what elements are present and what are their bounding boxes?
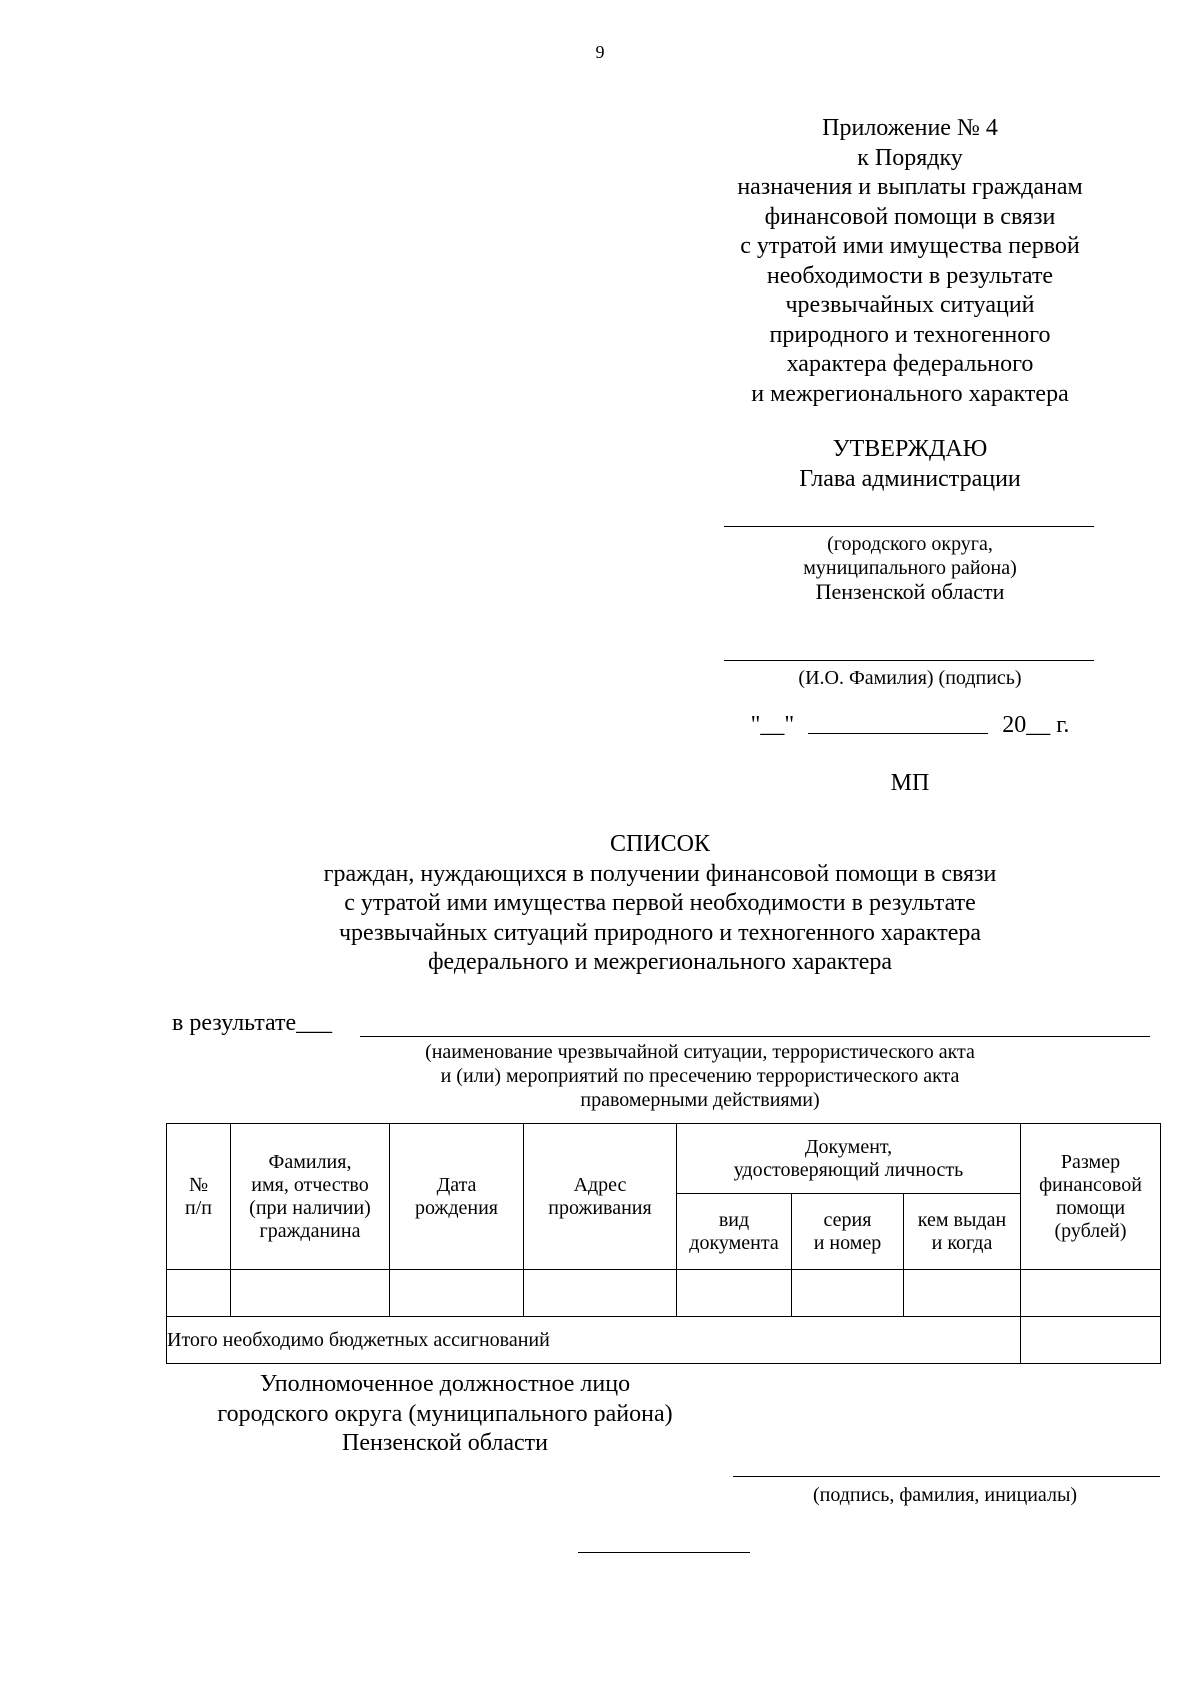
seal-place: МП [890,770,930,796]
list-title-line: с утратой ими имущества первой необходимости в результате [344,890,976,916]
appendix-line: с утратой ими имущества первой [740,233,1080,259]
list-title-line: федерального и межрегионального характера [427,949,893,975]
org-note-line: (городского округа, [827,533,993,555]
table-cell [792,1270,904,1317]
total-row [167,1317,1161,1364]
header-aid-amount: Размер финансовой помощи (рублей) [1021,1124,1161,1270]
header-full-name: Фамилия, имя, отчество (при наличии) гражданина [231,1124,390,1270]
table-cell [677,1270,792,1317]
header-identity-document: Документ, удостоверяющий личность [677,1124,1021,1194]
appendix-line: назначения и выплаты гражданам [737,174,1083,200]
official-line: Пензенской области [342,1430,548,1456]
result-line [360,1036,1150,1037]
table-cell [904,1270,1021,1317]
page-number: 9 [595,42,605,62]
date-year: 20__ г. [1002,712,1070,738]
result-label: в результате___ [172,1010,333,1036]
result-note-line: и (или) мероприятий по пресечению террористического акта [440,1065,960,1087]
official-line: Уполномоченное должностное лицо [259,1371,631,1397]
date-month-blank [808,733,988,734]
total-label: Итого необходимо бюджетных ассигнований [167,1317,1021,1364]
header-birth-date: Дата рождения [390,1124,524,1270]
appendix-line: природного и техногенного [769,321,1051,348]
list-title [160,830,1160,978]
table-cell [231,1270,390,1317]
appendix-line: Приложение № 4 [822,115,998,141]
end-separator-line [578,1552,750,1553]
citizens-table [166,1123,1161,1364]
head-signature-line [724,660,1094,661]
org-note-line: муниципального района) [803,557,1017,579]
appendix-line: к Порядку [857,144,963,171]
header-doc-type: вид документа [677,1194,792,1270]
total-amount-cell [1021,1317,1161,1364]
header-number: № п/п [167,1124,231,1270]
official-signature-line [733,1476,1160,1477]
table-cell [167,1270,231,1317]
table-row [167,1270,1161,1317]
approval-date [690,712,1130,739]
appendix-line: финансовой помощи в связи [764,203,1056,230]
list-heading: СПИСОК [609,831,711,857]
list-title-line: граждан, нуждающихся в получении финансовой помощи в связи [323,860,997,887]
date-day: "__" [750,712,795,738]
appendix-line: характера федерального [786,351,1034,377]
appendix-header [690,114,1130,409]
org-note [690,532,1130,604]
signature-caption: (подпись, фамилия, инициалы) [812,1484,1078,1506]
approval-title: УТВЕРЖДАЮ [832,436,988,462]
table-cell [390,1270,524,1317]
org-note-line: Пензенской области [815,579,1005,604]
result-note-line: правомерными действиями) [580,1089,820,1111]
table-cell [524,1270,677,1317]
approval-block [690,434,1130,494]
appendix-line: необходимости в результате [766,262,1054,289]
table-cell [1021,1270,1161,1317]
appendix-line: и межрегионального характера [751,380,1069,407]
header-address: Адрес проживания [524,1124,677,1270]
header-doc-issued: кем выдан и когда [904,1194,1021,1270]
result-note [300,1040,1100,1112]
org-name-line [724,526,1094,527]
appendix-line: чрезвычайных ситуаций [785,292,1035,318]
authorized-official [150,1370,740,1459]
official-line: городского округа (муниципального района) [217,1400,673,1427]
approval-position: Глава администрации [799,466,1021,492]
list-title-line: чрезвычайных ситуаций природного и техногенного характера [338,919,982,946]
header-doc-series: серия и номер [792,1194,904,1270]
result-note-line: (наименование чрезвычайной ситуации, террористического акта [425,1041,975,1063]
name-signature-note: (И.О. Фамилия) (подпись) [798,667,1022,689]
